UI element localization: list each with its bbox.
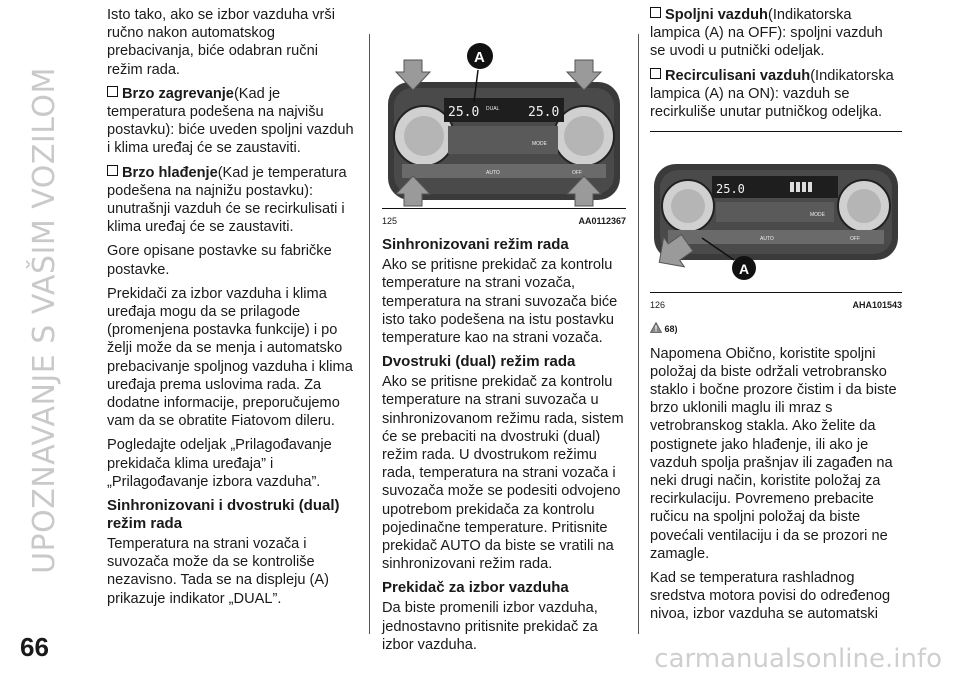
item-description: (Indikatorska lampica (A) na OFF): spoljni vazduh se uvodi u putnički odeljak. bbox=[650, 7, 883, 60]
item-description: (Indikatorska lampica (A) na ON): vazduh se recirkuliše unutar putničkog odeljka. bbox=[650, 67, 894, 121]
item-term: Brzo hlađenje bbox=[122, 164, 218, 181]
item-term: Spoljni vazduh bbox=[665, 7, 768, 23]
warning-reference bbox=[650, 320, 902, 338]
paragraph: Da biste promenili izbor vazduha, jednostavno pritisnite prekidač za izbor vazduha. bbox=[382, 600, 598, 653]
column-divider bbox=[369, 34, 370, 634]
off-label: OFF bbox=[850, 236, 860, 243]
checkbox-square-icon bbox=[107, 165, 118, 176]
paragraph: Gore opisane postavke su fabričke postavke. bbox=[107, 243, 332, 278]
list-item-quick-cooling bbox=[107, 164, 355, 237]
checkbox-square-icon bbox=[107, 86, 118, 97]
figure-number: 126 bbox=[650, 300, 666, 311]
section-rule bbox=[650, 131, 902, 132]
item-term: Brzo zagrevanje bbox=[122, 85, 234, 102]
mode-label: MODE bbox=[532, 141, 547, 147]
column-divider bbox=[638, 34, 639, 634]
auto-label: AUTO bbox=[760, 236, 774, 243]
paragraph: Temperatura na strani vozača i suvozača može da se kontroliše nezavisno. Tada se na displeju (A) prikazuje indikator „DUAL”. bbox=[107, 536, 330, 607]
mode-label: MODE bbox=[810, 212, 825, 219]
item-term: Recirculisani vazduh bbox=[665, 67, 811, 84]
callout-a-label: A bbox=[474, 49, 485, 66]
list-item-outside-air bbox=[650, 6, 902, 61]
climate-panel-illustration bbox=[382, 30, 626, 208]
column-1 bbox=[107, 6, 355, 614]
figure-code: AHA101543 bbox=[852, 300, 902, 311]
figure-125 bbox=[382, 30, 626, 230]
display-temp-right: 25.0 bbox=[528, 105, 560, 120]
off-label: OFF bbox=[572, 170, 582, 176]
page-number: 66 bbox=[20, 632, 49, 662]
watermark: carmanualsonline.info bbox=[654, 644, 942, 674]
list-item-quick-heating bbox=[107, 85, 355, 158]
display-temp-left: 25.0 bbox=[448, 105, 480, 120]
list-item-recirculated-air bbox=[650, 67, 902, 122]
figure-caption bbox=[382, 208, 626, 230]
auto-label: AUTO bbox=[486, 170, 500, 176]
item-description: (Kad je temperatura podešena na najvišu postavku): biće uveden spoljni vazduh i klima uređaj će se zaustaviti. bbox=[107, 85, 354, 157]
side-section-title: UPOZNAVANJE S VAŠIM VOZILOM bbox=[26, 66, 62, 574]
column-2 bbox=[382, 6, 626, 660]
figure-number: 125 bbox=[382, 216, 398, 226]
figure-code: AA0112367 bbox=[578, 216, 626, 226]
climate-panel-illustration bbox=[650, 142, 902, 292]
display-temp: 25.0 bbox=[716, 182, 745, 197]
paragraph: Ako se pritisne prekidač za kontrolu temperature na strani vozača, temperatura na strani suvozača biće isto tako podešena na istu postavku temperature kao na strani vozača. bbox=[382, 257, 618, 347]
dual-indicator: DUAL bbox=[486, 106, 500, 112]
section-heading: Prekidač za izbor vazduha bbox=[382, 579, 569, 597]
item-description: (Kad je temperatura podešena na najnižu postavku): unutrašnji vazduh će se recirkulisati i klima uređaj će se zaustaviti. bbox=[107, 164, 347, 236]
figure-126 bbox=[650, 142, 902, 314]
paragraph: Ako se pritisne prekidač za kontrolu temperature na strani suvozača u sinhronizovanom režimu rada, sistem će se prebaciti na dvostruki (dual) režim rada. U dvostrukom režimu rada, temperatura na strani vozača i suvozača može se podesiti odvojeno upotrebom prekidača za kontrolu pojedinačne temperature. Pritisnite prekidač AUTO da biste se vratili na sinhronizovani režim rada. bbox=[382, 374, 624, 573]
warning-number: 68) bbox=[664, 324, 678, 335]
section-heading: Sinhronizovani i dvostruki (dual) režim rada bbox=[107, 497, 340, 533]
section-heading: Dvostruki (dual) režim rada bbox=[382, 353, 576, 371]
section-heading: Sinhronizovani režim rada bbox=[382, 236, 569, 254]
callout-a-label: A bbox=[739, 261, 750, 278]
figure-caption bbox=[650, 292, 902, 314]
paragraph: Isto tako, ako se izbor vazduha vrši ručno nakon automatskog prebacivanja, biće odabran ručni režim rada. bbox=[107, 7, 335, 78]
paragraph: Pogledajte odeljak „Prilagođavanje prekidača klima uređaja” i „Prilagođavanje izbora vazduha”. bbox=[107, 437, 332, 490]
paragraph: Kad se temperatura rashladnog sredstva motora povisi do određenog nivoa, izbor vazduha se automatski bbox=[650, 570, 891, 623]
checkbox-square-icon bbox=[650, 68, 661, 79]
column-3 bbox=[650, 6, 902, 630]
checkbox-square-icon bbox=[650, 7, 661, 18]
paragraph: Napomena Obično, koristite spoljni položaj da biste održali vetrobransko staklo i bočne prozore čistim i da biste brzo uklonili maglu ili mraz s vetrobranskog stakla. Ako želite da postignete jako hlađenje, ili ako je vazduh spolja prašnjav ili zagađen na neki drugi način, koristite položaj za recirkulaciju. Povremeno prebacite ručicu na spoljni položaj da biste povećali ventilaciju i da se prozori ne zamagle. bbox=[650, 345, 897, 562]
warning-triangle-icon bbox=[650, 322, 662, 333]
paragraph: Prekidači za izbor vazduha i klima uređaja mogu da se prilagode (promenjena postavka funkcije) i po želji može da se menja i automatsko prebacivanje spoljnog vazduha i klima uređaja prema uslovima rada. Za dodatne informacije, preporučujemo vam da se obratite Fiatovom dileru. bbox=[107, 285, 353, 430]
